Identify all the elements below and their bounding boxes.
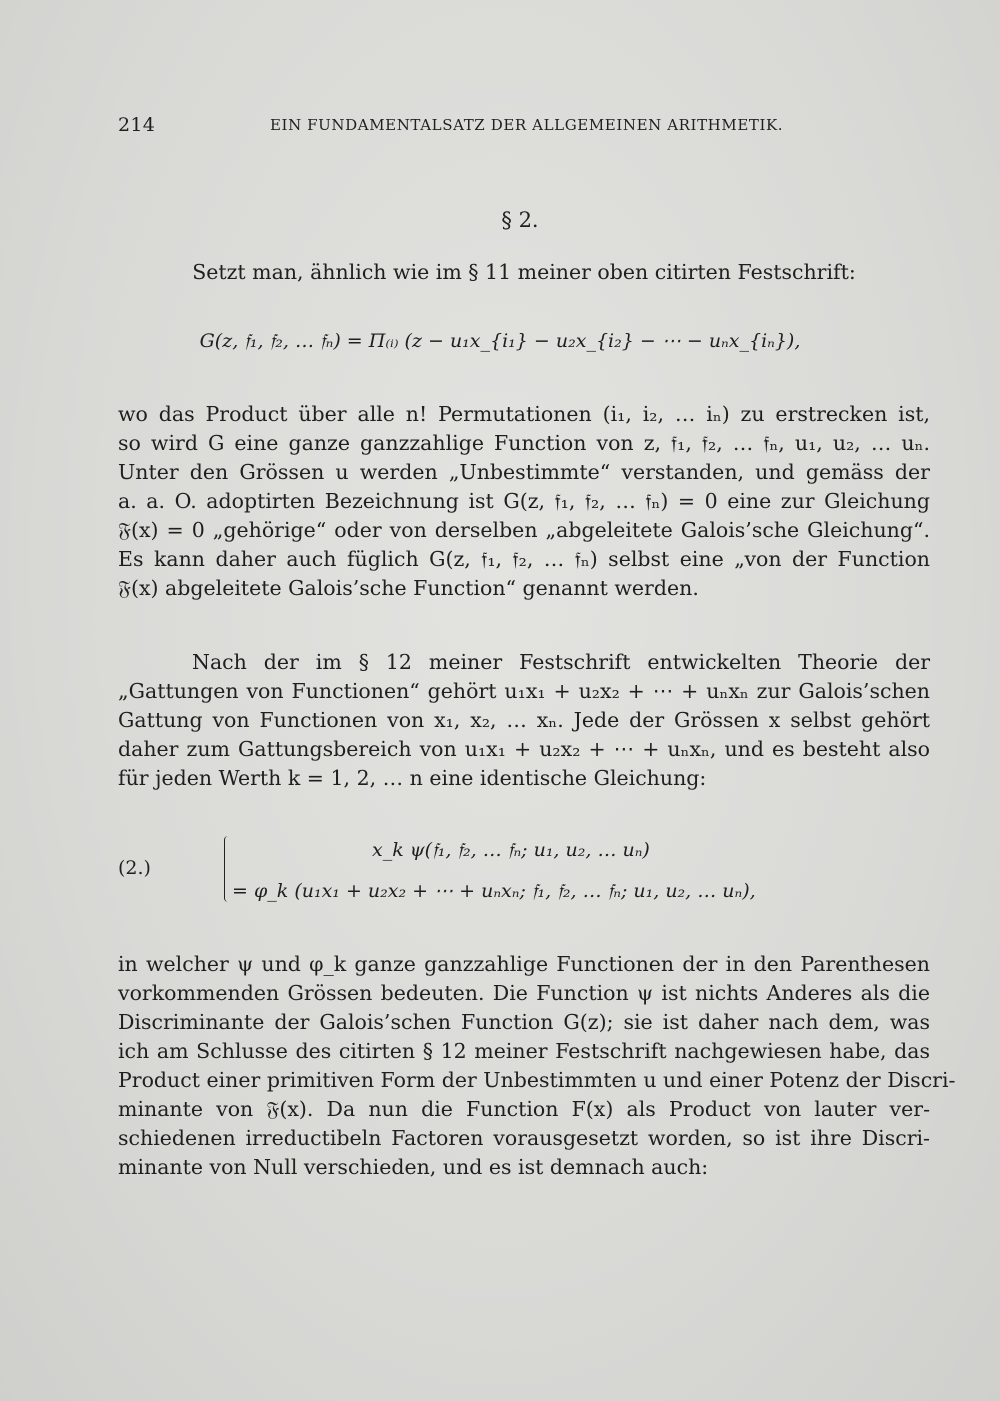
section-heading: § 2.: [501, 208, 539, 232]
text-line: minante von Null verschieden, und es ist demnach auch:: [118, 1155, 709, 1179]
text-line: Setzt man, ähnlich wie im § 11 meiner oben citirten Festschrift:: [192, 260, 856, 284]
text-line: Product einer primitiven Form der Unbestimmten u und einer Potenz der Discri-: [118, 1068, 956, 1092]
text-line: Discriminante der Galois’schen Function G(z); sie ist daher nach dem, was: [118, 1010, 930, 1034]
text-line: Gattung von Functionen von x₁, x₂, … xₙ. Jede der Grössen x selbst gehört: [118, 708, 930, 732]
text-line: Unter den Grössen u werden „Unbestimmte“ verstanden, und gemäss der: [118, 460, 930, 484]
text-line: daher zum Gattungsbereich von u₁x₁ + u₂x₂ + ⋯ + uₙxₙ, und es besteht also: [118, 737, 930, 761]
text-line: ich am Schlusse des citirten § 12 meiner Festschrift nachgewiesen habe, das: [118, 1039, 930, 1063]
equation-line-2: = φ_k (u₁x₁ + u₂x₂ + ⋯ + uₙxₙ; 𝔣₁, 𝔣₂, … 𝔣ₙ; u₁, u₂, … uₙ),: [232, 880, 756, 902]
text-line: schiedenen irreductibeln Factoren vorausgesetzt worden, so ist ihre Discri-: [118, 1126, 930, 1150]
paragraph-2: [118, 648, 930, 793]
text-line: minante von 𝔉(x). Da nun die Function F(x) als Product von lauter ver-: [118, 1097, 930, 1121]
text-line: a. a. O. adoptirten Bezeichnung ist G(z, 𝔣₁, 𝔣₂, … 𝔣ₙ) = 0 eine zur Gleichung: [118, 489, 930, 513]
intro-paragraph: [118, 258, 930, 287]
page-number: 214: [118, 114, 156, 136]
text-line: Nach der im § 12 meiner Festschrift entwickelten Theorie der: [192, 650, 930, 674]
paragraph-3: [118, 950, 956, 1182]
text-line: 𝔉(x) abgeleitete Galois’sche Function“ genannt werden.: [118, 576, 699, 600]
running-title: EIN FUNDAMENTALSATZ DER ALLGEMEINEN ARITHMETIK.: [270, 116, 784, 134]
text-line: 𝔉(x) = 0 „gehörige“ oder von derselben „abgeleitete Galois’sche Gleichung“.: [118, 518, 930, 542]
text-line: vorkommenden Grössen bedeuten. Die Function ψ ist nichts Anderes als die: [118, 981, 930, 1005]
equation-number: (2.): [118, 857, 151, 879]
page-header: [118, 112, 930, 142]
text-line: „Gattungen von Functionen“ gehört u₁x₁ + u₂x₂ + ⋯ + uₙxₙ zur Galois’schen: [118, 679, 930, 703]
paragraph-1: [118, 400, 930, 603]
equation-line-1: x_k ψ(𝔣₁, 𝔣₂, … 𝔣ₙ; u₁, u₂, … uₙ): [372, 839, 650, 861]
text-line: wo das Product über alle n! Permutationen (i₁, i₂, … iₙ) zu erstrecken ist,: [118, 402, 930, 426]
formula-galois-function: G(z, 𝔣₁, 𝔣₂, … 𝔣ₙ) = Π₍ᵢ₎ (z − u₁x_{i₁} − u₂x_{i₂} − ⋯ − uₙx_{iₙ}),: [199, 330, 801, 352]
text-line: Es kann daher auch füglich G(z, 𝔣₁, 𝔣₂, … 𝔣ₙ) selbst eine „von der Function: [118, 547, 930, 571]
text-line: in welcher ψ und φ_k ganze ganzzahlige Functionen der in den Parenthesen: [118, 952, 930, 976]
text-line: für jeden Werth k = 1, 2, … n eine identische Gleichung:: [118, 766, 707, 790]
text-line: so wird G eine ganze ganzzahlige Function von z, 𝔣₁, 𝔣₂, … 𝔣ₙ, u₁, u₂, … uₙ.: [118, 431, 930, 455]
